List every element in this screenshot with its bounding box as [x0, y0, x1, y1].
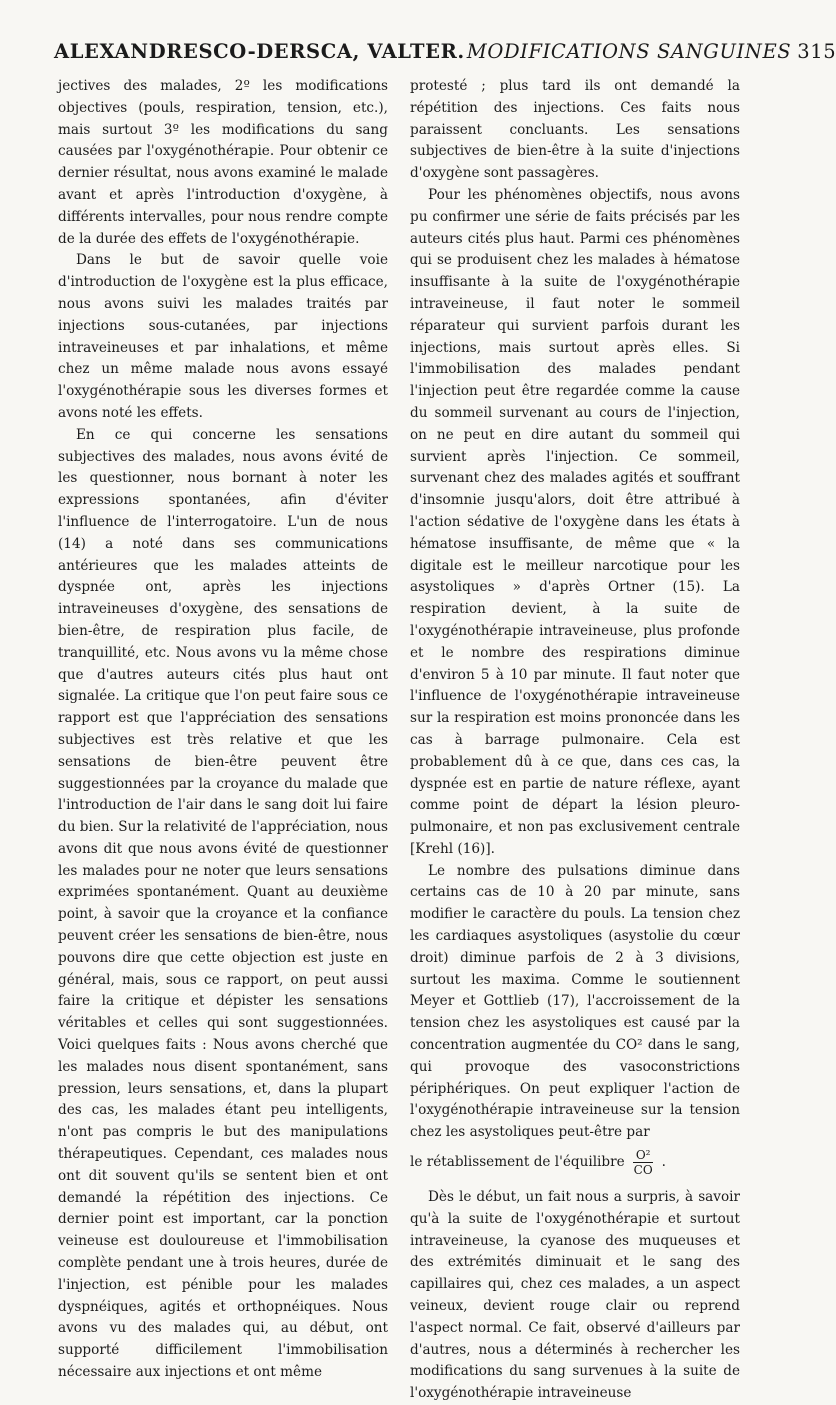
running-header: [54, 40, 836, 74]
fraction-numerator: O²: [633, 1148, 654, 1163]
paragraph: En ce qui concerne les sensations subjectives des malades, nous avons évité de les questionner, nous bornant à noter les expressions spontanées, afin d'éviter l'influence de l'interrogatoire. L'un de nous (14) a noté dans ses communications antérieures que les malades atteints de dyspnée ont, après les injections intraveineuses d'oxygène, des sensations de bien-être, de respiration plus facile, de tranquillité, etc. Nous avons vu la même chose que d'autres auteurs cités plus haut ont signalée. La critique que l'on peut faire sous ce rapport est que l'appréciation des sensations subjectives est très relative et que les sensations de bien-être peuvent être suggestionnées par la croyance du malade que l'introduction de l'air dans le sang doit lui faire du bien. Sur la relativité de l'appréciation, nous avons dit que nous avons évité de questionner les malades pour ne noter que leurs sensations exprimées spontanément. Quant au deuxième point, à savoir que la croyance et la confiance peuvent créer les sensations de bien-être, nous pouvons dire que cette objection est juste en général, mais, sous ce rapport, on peut aussi faire la critique et dépister les sensations véritables et celles qui sont suggestionnées. Voici quelques faits : Nous avons cherché que les malades nous disent spontanément, sans pression, leurs sensations, et, dans la plupart des cas, les malades étant peu intelligents, n'ont pas compris le but des manipulations thérapeutiques. Cependant, ces malades nous ont dit souvent qu'ils se sentent bien et ont demandé la répétition des injections. Ce dernier point est important, car la ponction veineuse est douloureuse et l'immobilisation complète pendant une à trois heures, durée de l'injection, est pénible pour les malades dyspnéiques, agités et orthopnéiques. Nous avons vu des malades qui, au début, ont supporté difficilement l'immobilisation nécessaire aux injections et ont même: [58, 426, 388, 1381]
running-header-title: MODIFICATIONS SANGUINES: [466, 40, 792, 63]
page-number: 315: [797, 40, 836, 63]
right-column: [410, 76, 740, 1405]
left-column: [58, 76, 388, 1384]
equilibrium-formula-line: [410, 1148, 740, 1177]
paragraph: Pour les phénomènes objectifs, nous avons pu confirmer une série de faits précisés par les auteurs cités plus haut. Parmi ces phénomènes qui se produisent chez les malades à hématose insuffisante à la suite de l'oxygénothérapie intraveineuse, il faut noter le sommeil réparateur qui survient parfois durant les injections, mais surtout après elles. Si l'immobilisation des malades pendant l'injection peut être regardée comme la cause du sommeil survenant au cours de l'injection, on ne peut en dire autant du sommeil qui survient après l'injection. Ce sommeil, survenant chez des malades agités et souffrant d'insomnie jusqu'alors, doit être attribué à l'action sédative de l'oxygène dans les états à hématose insuffisante, de même que « la digitale est le meilleur narcotique pour les asystoliques » d'après Ortner (15). La respiration devient, à la suite de l'oxygénothérapie intraveineuse, plus profonde et le nombre des respirations diminue d'environ 5 à 10 par minute. Il faut noter que l'influence de l'oxygénothérapie intraveineuse sur la respiration est moins prononcée dans les cas à barrage pulmonaire. Cela est probablement dû à ce que, dans ces cas, la dyspnée est en partie de nature réflexe, ayant comme point de départ la lésion pleuro-pulmonaire, et non pas exclusivement centrale [Krehl (16)].: [410, 186, 740, 857]
formula-prefix: le rétablissement de l'équilibre: [410, 1153, 625, 1170]
paragraph: Dans le but de savoir quelle voie d'introduction de l'oxygène est la plus efficace, nous avons suivi les malades traités par injections sous-cutanées, par injections intraveineuses et par inhalations, et même chez un même malade nous avons essayé l'oxygénothérapie sous les diverses formes et avons noté les effets.: [58, 252, 388, 421]
paragraph: Dès le début, un fait nous a surpris, à savoir qu'à la suite de l'oxygénothérapie et surtout intraveineuse, la cyanose des muqueuses et des extrémités diminuait et le sang des capillaires qui, chez ces malades, a un aspect veineux, devient rouge clair ou reprend l'aspect normal. Ce fait, observé d'ailleurs par d'autres, nous a déterminés à rechercher les modifications du sang survenues à la suite de l'oxygénothérapie intraveineuse: [410, 1189, 740, 1402]
paragraph: Le nombre des pulsations diminue dans certains cas de 10 à 20 par minute, sans modifier le caractère du pouls. La tension chez les cardiaques asystoliques (asystolie du cœur droit) diminue parfois de 2 à 3 divisions, surtout les maxima. Comme le soutiennent Meyer et Gottlieb (17), l'accroissement de la tension chez les asystoliques est causé par la concentration augmentée du CO² dans le sang, qui provoque des vasoconstrictions périphériques. On peut expliquer l'action de l'oxygénothérapie intraveineuse sur la tension chez les asystoliques peut-être par: [410, 862, 740, 1141]
fraction-denominator: CO: [633, 1163, 653, 1178]
paragraph: jectives des malades, 2º les modifications objectives (pouls, respiration, tension, etc.), mais surtout 3º les modifications du sang causées par l'oxygénothérapie. Pour obtenir ce dernier résultat, nous avons examiné le malade avant et après l'introduction d'oxygène, à différents intervalles, pour nous rendre compte de la durée des effets de l'oxygénothérapie.: [58, 78, 388, 247]
paragraph: protesté ; plus tard ils ont demandé la répétition des injections. Ces faits nous paraissent concluants. Les sensations subjectives de bien-être à la suite d'injections d'oxygène sont passagères.: [410, 78, 740, 182]
running-header-authors: ALEXANDRESCO-DERSCA, VALTER.: [54, 40, 465, 63]
formula-suffix: .: [661, 1153, 666, 1170]
fraction: [631, 1148, 656, 1177]
